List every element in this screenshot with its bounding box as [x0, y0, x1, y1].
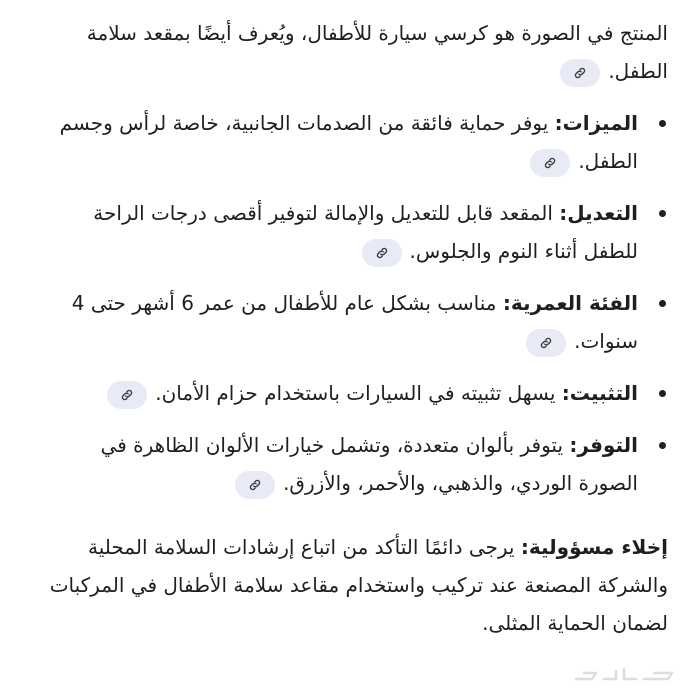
- item-text: المقعد قابل للتعديل والإمالة لتوفير أقصى درجات الراحة للطفل أثناء النوم والجلوس.: [93, 201, 638, 263]
- intro-text: المنتج في الصورة هو كرسي سيارة للأطفال، ويُعرف أيضًا بمقعد سلامة الطفل.: [86, 21, 668, 83]
- item-label: الميزات:: [554, 111, 638, 135]
- source-link-chip[interactable]: [362, 239, 402, 267]
- bullet-icon: [658, 374, 666, 412]
- intro-paragraph: [40, 14, 668, 90]
- list-item-availability: [40, 426, 668, 502]
- list-item-adjustment: [40, 194, 668, 270]
- link-icon: [543, 156, 557, 170]
- link-icon: [375, 246, 389, 260]
- item-text: يسهل تثبيته في السيارات باستخدام حزام الأمان.: [155, 381, 562, 405]
- item-text: يتوفر بألوان متعددة، وتشمل خيارات الألوان الظاهرة في الصورة الوردي، والذهبي، والأحمر، والأزرق.: [100, 433, 638, 495]
- link-icon: [539, 336, 553, 350]
- bullet-icon: [658, 284, 666, 322]
- bullet-icon: [658, 426, 666, 464]
- disclaimer-label: إخلاء مسؤولية:: [520, 535, 668, 559]
- item-label: التعديل:: [559, 201, 638, 225]
- bullet-icon: [658, 104, 666, 142]
- features-list: [40, 104, 668, 502]
- item-label: التثبيت:: [561, 381, 638, 405]
- disclaimer-text: يرجى دائمًا التأكد من اتباع إرشادات السلامة المحلية والشركة المصنعة عند تركيب واستخدام مقاعد سلامة الأطفال في المركبات لضمان الحماية المثلى.: [49, 535, 668, 635]
- link-icon: [573, 66, 587, 80]
- bullet-icon: [658, 194, 666, 232]
- source-link-chip[interactable]: [530, 149, 570, 177]
- item-text: مناسب بشكل عام للأطفال من عمر 6 أشهر حتى 4 سنوات.: [71, 291, 638, 353]
- source-link-chip[interactable]: [235, 471, 275, 499]
- item-label: التوفر:: [569, 433, 638, 457]
- source-link-chip[interactable]: [526, 329, 566, 357]
- item-label: الفئة العمرية:: [502, 291, 638, 315]
- list-item-features: [40, 104, 668, 180]
- link-icon: [248, 478, 262, 492]
- list-item-age-range: [40, 284, 668, 360]
- list-item-installation: [40, 374, 668, 412]
- disclaimer-paragraph: [40, 528, 668, 642]
- source-link-chip[interactable]: [107, 381, 147, 409]
- response-document: [40, 14, 668, 662]
- link-icon: [120, 388, 134, 402]
- source-link-chip[interactable]: [560, 59, 600, 87]
- item-text: يوفر حماية فائقة من الصدمات الجانبية، خاصة لرأس وجسم الطفل.: [59, 111, 638, 173]
- haraj-watermark-logo: [570, 663, 680, 685]
